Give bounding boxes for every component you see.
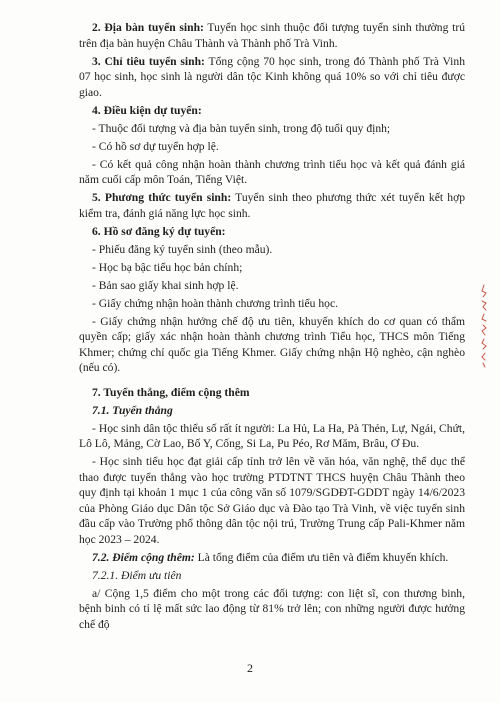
- section-3-text: Tổng cộng 70 học sinh, trong đó Thành phố Trà Vinh 07 học sinh, học sinh là người dân tộc Kinh không quá 10% so với chỉ tiêu được giao.: [79, 54, 466, 99]
- section-7-2-heading: 7.2. Điểm cộng thêm:: [92, 550, 195, 564]
- section-6-item: - Giấy chứng nhận hưởng chế độ ưu tiên, khuyến khích do cơ quan có thẩm quyền cấp; giấy xác nhận hoàn thành chương trình Tiểu học, THCS môn Tiếng Khmer; chứng chỉ quốc gia Tiếng Khmer. Giấy chứng nhận Hộ nghèo, cận nghèo (nếu có).: [79, 314, 465, 374]
- section-7-2-1-heading: 7.2.1. Điểm ưu tiên: [92, 568, 182, 582]
- section-5-paragraph: [79, 190, 465, 221]
- section-6-item: - Giấy chứng nhận hoàn thành chương trình tiểu học.: [92, 296, 339, 310]
- section-3-paragraph: [79, 54, 465, 101]
- handwritten-margin-mark: [473, 283, 495, 369]
- section-2-text: Tuyển học sinh thuộc đối tượng tuyển sinh thường trú trên địa bàn huyện Châu Thành và Thành phố Trà Vinh.: [79, 21, 465, 50]
- document-body: [79, 20, 465, 635]
- page-number: 2: [247, 661, 253, 675]
- section-7-1-item: - Học sinh dân tộc thiểu số rất ít người: La Hủ, La Ha, Pà Thẻn, Lự, Ngái, Chứt, Lô Lô, Mảng, Cờ Lao, Bố Y, Cống, Si La, Pu Péo, Rơ Măm, Brâu, Ơ Đu.: [79, 421, 465, 450]
- section-6-item: - Phiếu đăng ký tuyển sinh (theo mẫu).: [92, 242, 273, 256]
- section-4-item: - Có kết quả công nhận hoàn thành chương trình tiểu học và kết quả đánh giá năm cuối cấp môn Toán, Tiếng Việt.: [79, 157, 465, 186]
- section-5-heading: 5. Phương thức tuyển sinh:: [92, 191, 232, 204]
- section-2-paragraph: [79, 20, 465, 51]
- section-2-heading: 2. Địa bàn tuyển sinh:: [92, 21, 204, 34]
- section-6-item: - Học bạ bậc tiểu học bản chính;: [92, 260, 243, 274]
- section-7-1-heading: 7.1. Tuyển thẳng: [92, 403, 173, 417]
- section-5-text: Tuyển sinh theo phương thức xét tuyển kết hợp kiểm tra, đánh giá năng lực học sinh.: [79, 191, 465, 220]
- section-6-item: - Bản sao giấy khai sinh hợp lệ.: [92, 278, 239, 292]
- section-4-heading: 4. Điều kiện dự tuyển:: [92, 103, 202, 117]
- section-7-2-text: Là tổng điểm của điểm ưu tiên và điểm khuyến khích.: [194, 550, 449, 564]
- section-3-heading: 3. Chỉ tiêu tuyển sinh:: [92, 54, 205, 68]
- section-7-2-paragraph: [79, 550, 465, 566]
- margin-scribble-icon: [473, 283, 495, 369]
- section-4-item: - Có hồ sơ dự tuyển hợp lệ.: [92, 139, 219, 153]
- section-7-2-1-text: a/ Cộng 1,5 điểm cho một trong các đối tượng: con liệt sĩ, con thương binh, bệnh binh có tỉ lệ mất sức lao động từ 81% trở lên; con những người được hưởng chế độ: [79, 586, 465, 631]
- section-6-heading: 6. Hồ sơ đăng ký dự tuyển:: [92, 224, 226, 238]
- section-7-heading: 7. Tuyển thẳng, điểm cộng thêm: [92, 385, 250, 399]
- section-7-1-item: - Học sinh tiểu học đạt giải cấp tỉnh trở lên về văn hóa, văn nghệ, thể dục thể thao được tuyển thẳng vào học trường PTDTNT THCS huyện Châu Thành theo quy định tại khoản 1 mục 1 của công văn số 1079/SGDĐT-GDDT ngày 14/6/2023 của Phòng Giáo dục Dân tộc Sở Giáo dục và Đào tạo Trà Vinh, về việc tuyển sinh đầu cấp vào Trường phổ thông dân tộc nội trú, Trường Trung cấp Pali-Khmer năm học 2023 – 2024.: [79, 455, 465, 546]
- section-4-item: - Thuộc đối tượng và địa bàn tuyển sinh, trong độ tuổi quy định;: [92, 121, 391, 135]
